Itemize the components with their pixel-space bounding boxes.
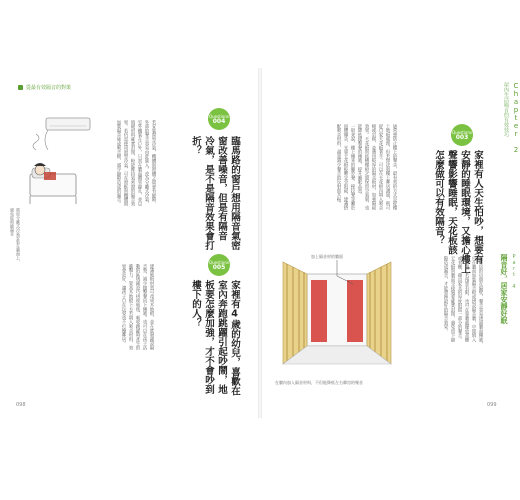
body-line: 動的區域鋪設巧拼或地毯，吸收跳躍時產生的 <box>135 264 140 350</box>
title-line: 冷氣，是不是隔音效果會打 <box>203 136 214 250</box>
question-003-body <box>271 124 397 246</box>
section-header <box>18 84 71 91</box>
badge-word: Questions <box>452 130 472 135</box>
wall-section-body <box>409 256 483 374</box>
badge-word: Questions <box>209 260 229 265</box>
part-number: Part 4 <box>511 254 517 290</box>
caption-line: 將原分離式冷氣安裝在牆面上， <box>16 208 21 264</box>
body-line: 天花板與牆面交接處要確實封閉，避免留下縫 <box>450 256 455 342</box>
title-line: 板要怎麼加強，才不會吵到 <box>203 280 214 394</box>
aircon-caption <box>10 208 21 268</box>
wall-insulation-diagram <box>277 254 397 376</box>
left-page <box>0 68 259 418</box>
question-004-body <box>98 120 156 250</box>
question-003-title <box>401 150 483 274</box>
question-005-title <box>160 280 240 396</box>
book-gutter <box>258 68 262 418</box>
chapter-label <box>503 82 520 154</box>
body-line: 若鄰居的房間在隔壁，聲音容易透過牆面傳遞， <box>478 256 483 347</box>
body-line: 填縫材料確實封閉，較能維持氣密窗的隔音效 <box>130 120 135 206</box>
body-line: 配吸音材料，盡量減少聲音的反射與共振。 <box>336 124 341 206</box>
body-line: 或衣櫃，藉由家具的厚度阻擋一部分的聲音。 <box>457 256 462 342</box>
title-line: 臨馬路的窗戶想用隔音氣密 <box>229 136 240 250</box>
body-line: 從自家天花板著手。可以在天花板內填入吸音 <box>378 124 383 210</box>
body-line: 一般來說，樓上傳來的腳步聲、拖拉聲等屬於 <box>350 124 355 210</box>
part-label <box>499 254 517 324</box>
body-line: 吸音棉。若預算有限，也可在靠牆處擺放書櫃 <box>464 256 469 342</box>
body-line: 效果。天花板與結構樓板之間保留空氣層，也 <box>364 124 369 210</box>
question-005-body <box>22 264 154 384</box>
question-004-badge <box>208 108 230 130</box>
body-line: 可在牆面加裝隔音板或增設隔音牆，中間填入 <box>471 256 476 342</box>
badge-number: 005 <box>212 264 226 271</box>
diagram-caption: 在牆內加入隔音材料，不但能降低左右鄰房的噪音 <box>275 380 363 385</box>
body-line: 音墊，減少撞擊聲向下傳遞。也可以在孩子活 <box>142 264 147 350</box>
body-line: 上地板處理，但若無法與樓上鄰居溝通，則可 <box>385 124 390 210</box>
body-line: 外部的聲音容易由此進入。改為分離式冷氣， <box>144 120 149 206</box>
body-line: 衝擊力。架高木地板下方若填入吸音材料，效 <box>128 264 133 350</box>
body-line: 果。若仍需使用窗型冷氣，可在窗框與機體間 <box>123 120 128 206</box>
body-line: 固體傳音，光靠天花板較難完全阻絕，建議搭 <box>343 124 348 210</box>
right-page <box>261 68 520 418</box>
title-line: 折？ <box>190 136 201 155</box>
question-004-title <box>160 136 240 250</box>
title-line: 怎麼做可以有效隔音？ <box>433 150 444 245</box>
badge-number: 004 <box>212 118 226 125</box>
page-number-left: 098 <box>16 402 26 408</box>
body-line: 隙造成漏音，才能發揮最好的隔音效果。 <box>443 256 448 334</box>
caption-line: 避免從窗縫漏音 <box>10 208 15 236</box>
title-line: 家裡有人天生怕吵，想要有 <box>472 150 483 264</box>
badge-number: 003 <box>455 134 469 141</box>
diagram-label: 加上隔音材的牆面 <box>311 254 343 259</box>
question-003-badge <box>451 124 473 146</box>
body-line: 建議地板材質可改成木地板，並在底層鋪設隔 <box>149 264 154 350</box>
title-line: 聲響影響睡眠，天花板該 <box>446 150 457 255</box>
body-line: 棉或岩棉，並選用較厚的隔音板材，加強隔絕 <box>371 124 376 210</box>
body-line: 若安裝窗型冷氣，機體與窗體之間會有縫隙， <box>151 120 156 206</box>
section-marker-icon <box>18 85 23 90</box>
badge-word: Questions <box>209 114 229 119</box>
body-line: 果會更好，讓孩子自在玩耍也不打擾鄰居。 <box>121 264 126 346</box>
body-line: 加裝隔音條或吸音棉，減少縫隙造成的漏音。 <box>116 120 121 206</box>
title-line: 家裡有4歲的幼兒，喜歡在 <box>229 280 240 396</box>
aircon-illustration <box>16 108 96 218</box>
chapter-subtitle: 屋內生活隔音的有效技巧 <box>503 82 509 137</box>
body-line: 通常想防止樓上的聲音，最有效的方式是從樓 <box>392 124 397 210</box>
question-005-badge <box>208 254 230 276</box>
page-number-right: 099 <box>487 402 497 408</box>
section-title: 從最有效隔音的對策 <box>26 85 72 91</box>
title-line: 安靜的睡眠環境，又擔心樓上 <box>459 150 470 274</box>
chapter-number: Chapter 2 <box>512 82 520 154</box>
title-line: 窗改善噪音，但是有隔音 <box>216 136 227 241</box>
body-line: 能降低撞擊聲的傳遞，提升睡眠品質。 <box>357 124 362 198</box>
title-line: 室內奔跑跳躍引起吵鬧，地 <box>216 280 227 394</box>
part-title: 隔音好，居家安靜好眠 <box>500 254 508 324</box>
title-line: 樓下的人？ <box>190 280 201 328</box>
body-line: 室外機裝在戶外，只需在牆面鑽管線孔，並以 <box>137 120 142 206</box>
